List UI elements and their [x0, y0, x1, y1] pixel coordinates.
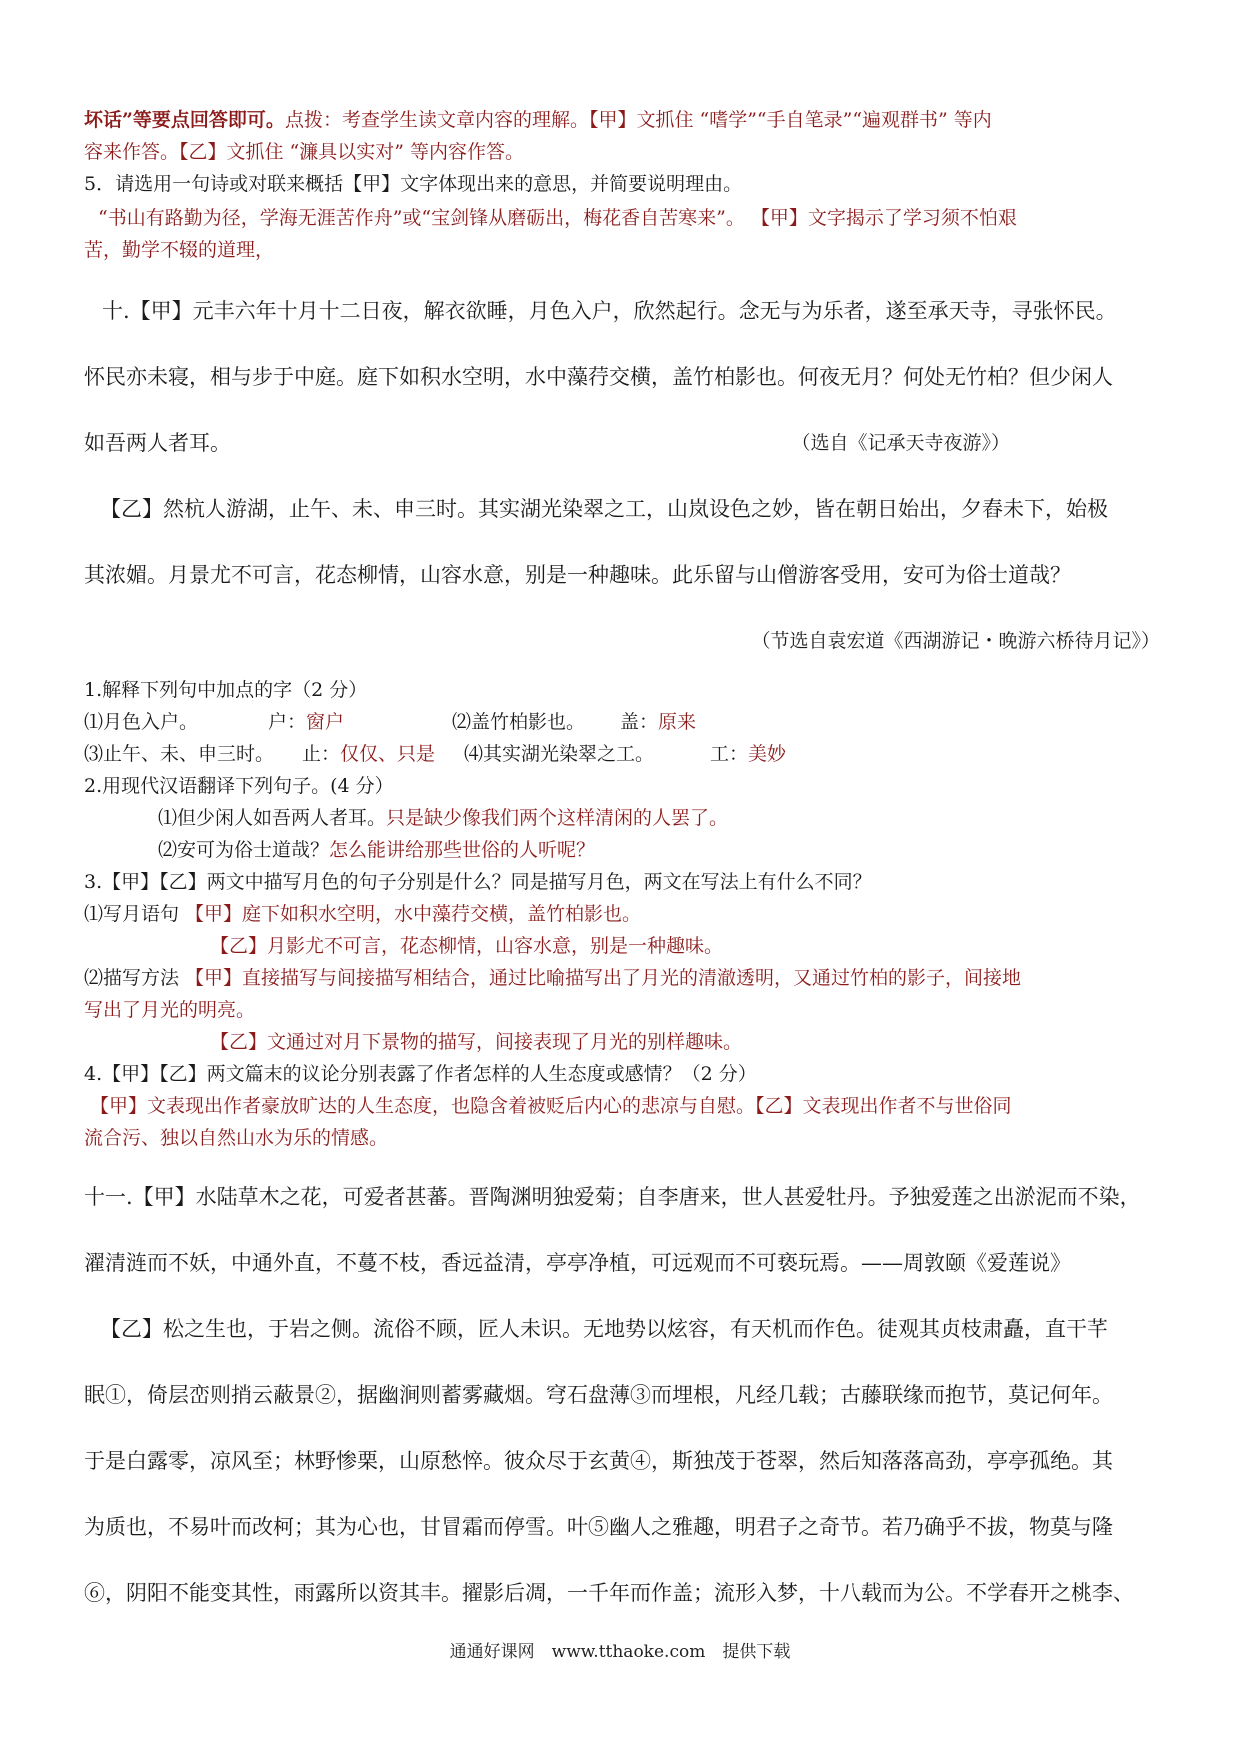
s10-q3-b — [84, 962, 1160, 994]
s10-q4-answer1: 【甲】文表现出作者豪放旷达的人生态度，也隐含着被贬后内心的悲凉与自慰。【乙】文表现出作者不与世俗同 — [90, 1095, 1012, 1117]
s10-jia-line2: 怀民亦未寝，相与步于中庭。庭下如积水空明，水中藻荇交横，盖竹柏影也。何夜无月？何处无竹柏？但少闲人 — [84, 365, 1113, 389]
prev-answer-line1 — [84, 104, 1160, 136]
s10-q3-a — [84, 898, 1160, 930]
q1-b-answer: 原来 — [658, 711, 697, 733]
s11-jia-line1: 十一.【甲】水陆草木之花，可爱者甚蕃。晋陶渊明独爱菊；自李唐来，世人甚爱牡丹。予独爱莲之出淤泥而不染， — [84, 1185, 1141, 1209]
q2-a-answer: 只是缺少像我们两个这样清闲的人罢了。 — [386, 807, 729, 829]
q3-b-label: ⑵描写方法 — [84, 967, 186, 989]
q2-b-text: ⑵安可为俗士道哉？ — [158, 839, 330, 861]
s11-yi-line4: 为质也，不易叶而改柯；其为心也，甘冒霜而停雪。叶⑤幽人之雅趣，明君子之奇节。若乃确乎不拔，物莫与隆 — [84, 1515, 1113, 1539]
q1-d-key: 工： — [710, 743, 749, 765]
s10-q2-a — [84, 802, 1160, 834]
page-footer: 通通好课网 www.tthaoke.com 提供下载 — [449, 1642, 791, 1662]
answer-5-line1: “书山有路勤为径，学海无涯苦作舟”或“宝剑锋从磨砺出，梅花香自苦寒来”。 【甲】文字揭示了学习须不怕艰 — [98, 207, 1017, 229]
q1-b-text: ⑵盖竹柏影也。 — [452, 711, 586, 733]
s10-q3-b-yi: 【乙】文通过对月下景物的描写，间接表现了月光的别样趣味。 — [210, 1031, 743, 1053]
s10-yi-source: （节选自袁宏道《西湖游记・晚游六桥待月记》） — [751, 630, 1160, 652]
s10-q4-answer2: 流合污、独以自然山水为乐的情感。 — [84, 1127, 389, 1149]
q1-d-answer: 美妙 — [748, 743, 787, 765]
s10-q1-row2 — [84, 738, 1160, 770]
q3-b-jia: 【甲】直接描写与间接描写相结合，通过比喻描写出了月光的清澈透明，又通过竹柏的影子，间接地 — [185, 967, 1022, 989]
s11-yi-line5: ⑥，阴阳不能变其性，雨露所以资其丰。擢影后凋，一千年而作盖；流形入梦，十八载而为公。不学春开之桃李、 — [84, 1581, 1134, 1605]
s11-jia-line2: 濯清涟而不妖，中通外直，不蔓不枝，香远益清，亭亭净植，可远观而不可亵玩焉。——周敦颐《爱莲说》 — [84, 1251, 1071, 1275]
s10-yi-line2: 其浓媚。月景尤不可言，花态柳情，山容水意，别是一种趣味。此乐留与山僧游客受用，安可为俗士道哉？ — [84, 563, 1071, 587]
s10-jia-line1: 十.【甲】元丰六年十月十二日夜，解衣欲睡，月色入户，欣然起行。念无与为乐者，遂至承天寺，寻张怀民。 — [102, 299, 1117, 323]
q2-a-text: ⑴但少闲人如吾两人者耳。 — [158, 807, 387, 829]
s10-q1-row1 — [84, 706, 1160, 738]
q1-b-key: 盖： — [620, 711, 659, 733]
prev-answer-bold: 坏话”等要点回答即可。 — [84, 109, 285, 131]
s10-yi-line1: 【乙】然杭人游湖，止午、未、申三时。其实湖光染翠之工，山岚设色之妙，皆在朝日始出，夕舂未下，始极 — [100, 497, 1108, 521]
s11-yi-line1: 【乙】松之生也，于岩之侧。流俗不顾，匠人未识。无地势以炫容，有天机而作色。徒观其贞枝肃矗，直干芊 — [100, 1317, 1108, 1341]
answer-5-line2: 苦，勤学不辍的道理， — [84, 239, 275, 261]
s11-yi-line3: 于是白露零，凉风至；林野惨栗，山原愁悴。彼众尽于玄黄④，斯独茂于苍翠，然后知落落高劲，亭亭孤绝。其 — [84, 1449, 1113, 1473]
s10-q3-b-jia2: 写出了月光的明亮。 — [84, 999, 256, 1021]
q1-d-text: ⑷其实湖光染翠之工。 — [464, 743, 655, 765]
q1-c-key: 止： — [302, 743, 341, 765]
q1-c-answer: 仅仅、只是 — [340, 743, 436, 765]
prev-answer-line2: 容来作答。【乙】文抓住 “濂具以实对” 等内容作答。 — [84, 141, 525, 163]
prev-answer-hint: 点拨：考查学生读文章内容的理解。【甲】文抓住 “嗜学”“手自笔录”“遍观群书” 等内 — [284, 109, 992, 131]
s11-yi-line2: 眠①，倚层峦则捎云蔽景②，据幽涧则蓄雾藏烟。穹石盘薄③而埋根，凡经几载；古藤联缘而抱节，莫记何年。 — [84, 1383, 1113, 1407]
q2-b-answer: 怎么能讲给那些世俗的人听呢？ — [329, 839, 596, 861]
q1-a-key: 户： — [268, 711, 307, 733]
document-page — [84, 104, 1160, 1626]
s10-jia-source: （选自《记承天寺夜游》） — [791, 432, 1010, 454]
s10-jia-line3 — [84, 410, 1160, 476]
s10-q3: 3.【甲】【乙】两文中描写月色的句子分别是什么？同是描写月色，两文在写法上有什么不同？ — [84, 871, 872, 893]
q1-a-text: ⑴月色入户。 — [84, 711, 199, 733]
question-5: 5．请选用一句诗或对联来概括【甲】文字体现出来的意思，并简要说明理由。 — [84, 173, 743, 195]
q1-c-text: ⑶止午、未、申三时。 — [84, 743, 275, 765]
s10-q1: 1.解释下列句中加点的字（2 分） — [84, 679, 368, 701]
q1-a-answer: 窗户 — [306, 711, 345, 733]
s10-q2: 2.用现代汉语翻译下列句子。(4 分） — [84, 775, 394, 797]
s10-jia-text-end: 如吾两人者耳。 — [84, 431, 231, 455]
s10-q2-b — [84, 834, 1160, 866]
s10-q3-a-yi: 【乙】月影尤不可言，花态柳情，山容水意，别是一种趣味。 — [210, 935, 724, 957]
q3-a-jia: 【甲】庭下如积水空明，水中藻荇交横，盖竹柏影也。 — [185, 903, 642, 925]
q3-a-label: ⑴写月语句 — [84, 903, 186, 925]
s10-q4: 4.【甲】【乙】两文篇末的议论分别表露了作者怎样的人生态度或感情？（2 分） — [84, 1063, 757, 1085]
